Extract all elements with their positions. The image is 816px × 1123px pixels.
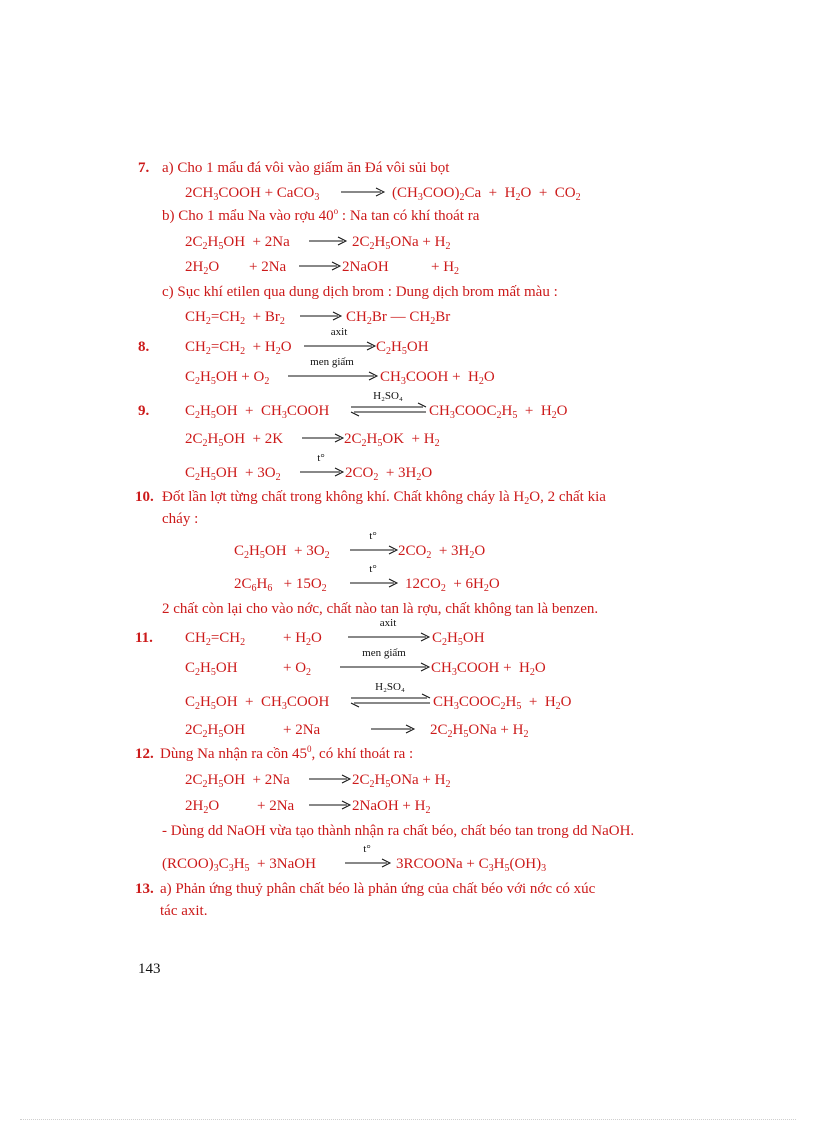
condition-label: t°: [317, 452, 325, 464]
reaction-arrow-icon: [308, 235, 348, 247]
reaction-arrow-icon: [370, 723, 416, 735]
q10-intro-text: Đốt lần lợt từng chất trong không khí. Chất không cháy là $H_2O$, 2 chất kia: [162, 489, 606, 507]
reaction-arrow-icon: [340, 186, 386, 198]
q7-part-a-text: a) Cho 1 mẩu đá vôi vào giấm ăn Đá vôi sủi bọt: [162, 160, 450, 176]
condition-label: H₂SO₄: [373, 390, 403, 402]
question-number-12: 12.: [135, 746, 154, 762]
q12-note-text: - Dùng dd NaOH vừa tạo thành nhận ra chất béo, chất béo tan trong dd NaOH.: [162, 823, 635, 839]
condition-label: t°: [363, 843, 371, 855]
condition-label: axit: [330, 326, 348, 338]
reaction-arrow-icon: [299, 466, 345, 478]
reaction-arrow-icon: [308, 773, 352, 785]
reaction-arrow-icon: [349, 577, 399, 589]
q10-conclusion-text: 2 chất còn lại cho vào nớc, chất nào tan là rợu, chất không tan là benzen.: [162, 601, 599, 617]
condition-label: men giấm: [310, 356, 354, 368]
document-page: 7. a) Cho 1 mẩu đá vôi vào giấm ăn Đá vôi sủi bọt $2CH_3COOH$ + CaCO$_3$ $(CH_3COO)_2Ca + H_2O + CO_2$ b) Cho 1 mẩu Na vào rợu 40$^o$ : Na tan có khí thoát ra $2C_2H_5OH + 2Na$ $2C_2H_5ONa + H_2$ $2H_2O$ + 2Na 2NaOH + $H_2$ c) Sục khí etilen qua dung dịch brom : Dung dịch brom mất màu : $CH_2=CH_2 + Br_2$ $CH_2Br$ — $CH_2Br$ 8. $CH_2=CH_2 + H_2O$ axit $C_2H_5OH$ $C_2H_5OH + O_2$ men giấm $CH_3COOH + H_2O$ 9. $C_2H_5OH$ + $CH_3COOH$ H₂SO₄ $CH_3COOC_2H_5 + H_2O$ $2C_2H_5OH + 2K$ $2C_2H_5OK + H_2$ $C_2H_5OH + 3O_2$ t° $2CO_2 + 3H_2O$ 10. Đốt lần lợt từng chất trong không khí. Chất không cháy là $H_2O$, 2 chất kia cháy : $C_2H_5OH + 3O_2$ t° $2CO_2 + 3H_2O$ $2C_6H_6 + 15O_2$ t° $12CO_2 + 6H_2O$ 2 chất còn lại cho vào nớc, chất nào tan là rợu, chất không tan là benzen. 11. $CH_2=CH_2$ + $H_2O$ axit $C_2H_5OH$ $C_2H_5OH$ + $O_2$ men giấm $CH_3COOH + H_2O$ $C_2H_5OH$ + $CH_3COOH$ H₂SO₄ $CH_3COOC_2H_5 + H_2O$ $2C_2H_5OH$ + 2Na $2C_2H_5ONa + H_2$ 12. Dùng Na nhận ra cồn $45^0$, có khí thoát ra : $2C_2H_5OH + 2Na$ $2C_2H_5ONa + H_2$ $2H_2O$ + 2Na 2NaOH + $H_2$ - Dùng dd NaOH vừa tạo thành nhận ra chất béo, chất béo tan trong dd NaOH. $(RCOO)_3C_3H_5$ + 3NaOH t° 3RCOONa + $C_3H_5(OH)_3$ 13. a) Phản ứng thuỷ phân chất béo là phản ứng của chất béo với nớc có xúc tác axit. 143: [0, 0, 816, 1123]
page-bottom-divider: [20, 1119, 796, 1120]
page-number: 143: [138, 961, 161, 977]
reaction-arrow-icon: [308, 799, 352, 811]
reaction-arrow-icon: [301, 432, 345, 444]
question-number-7: 7.: [138, 160, 150, 176]
question-number-8: 8.: [138, 339, 150, 355]
condition-label: axit: [379, 617, 397, 629]
question-number-9: 9.: [138, 403, 150, 419]
reaction-arrow-icon: [349, 544, 399, 556]
equilibrium-arrow-icon: [350, 693, 432, 709]
reaction-arrow-icon: [339, 661, 431, 673]
q13-text-cont: tác axit.: [160, 903, 208, 919]
reaction-arrow-icon: [303, 340, 377, 352]
equilibrium-arrow-icon: [350, 402, 428, 418]
question-number-10: 10.: [135, 489, 154, 505]
condition-label: H₂SO₄: [375, 681, 405, 693]
q7-part-b-text: b) Cho 1 mẩu Na vào rợu 40$^o$ : Na tan có khí thoát ra: [162, 206, 480, 224]
reaction-arrow-icon: [299, 310, 343, 322]
reaction-arrow-icon: [344, 857, 392, 869]
q13-text: a) Phản ứng thuỷ phân chất béo là phản ứng của chất béo với nớc có xúc: [160, 881, 596, 897]
reaction-arrow-icon: [298, 260, 342, 272]
q7-part-c-text: c) Sục khí etilen qua dung dịch brom : Dung dịch brom mất màu :: [162, 284, 558, 300]
q10-intro-text-cont: cháy :: [162, 511, 199, 527]
question-number-13: 13.: [135, 881, 154, 897]
question-number-11: 11.: [135, 630, 153, 646]
condition-label: t°: [369, 530, 377, 542]
condition-label: men giấm: [362, 647, 406, 659]
condition-label: t°: [369, 563, 377, 575]
reaction-arrow-icon: [287, 370, 379, 382]
q12-intro-text: Dùng Na nhận ra cồn $45^0$, có khí thoát ra :: [160, 744, 414, 762]
reaction-arrow-icon: [347, 631, 431, 643]
